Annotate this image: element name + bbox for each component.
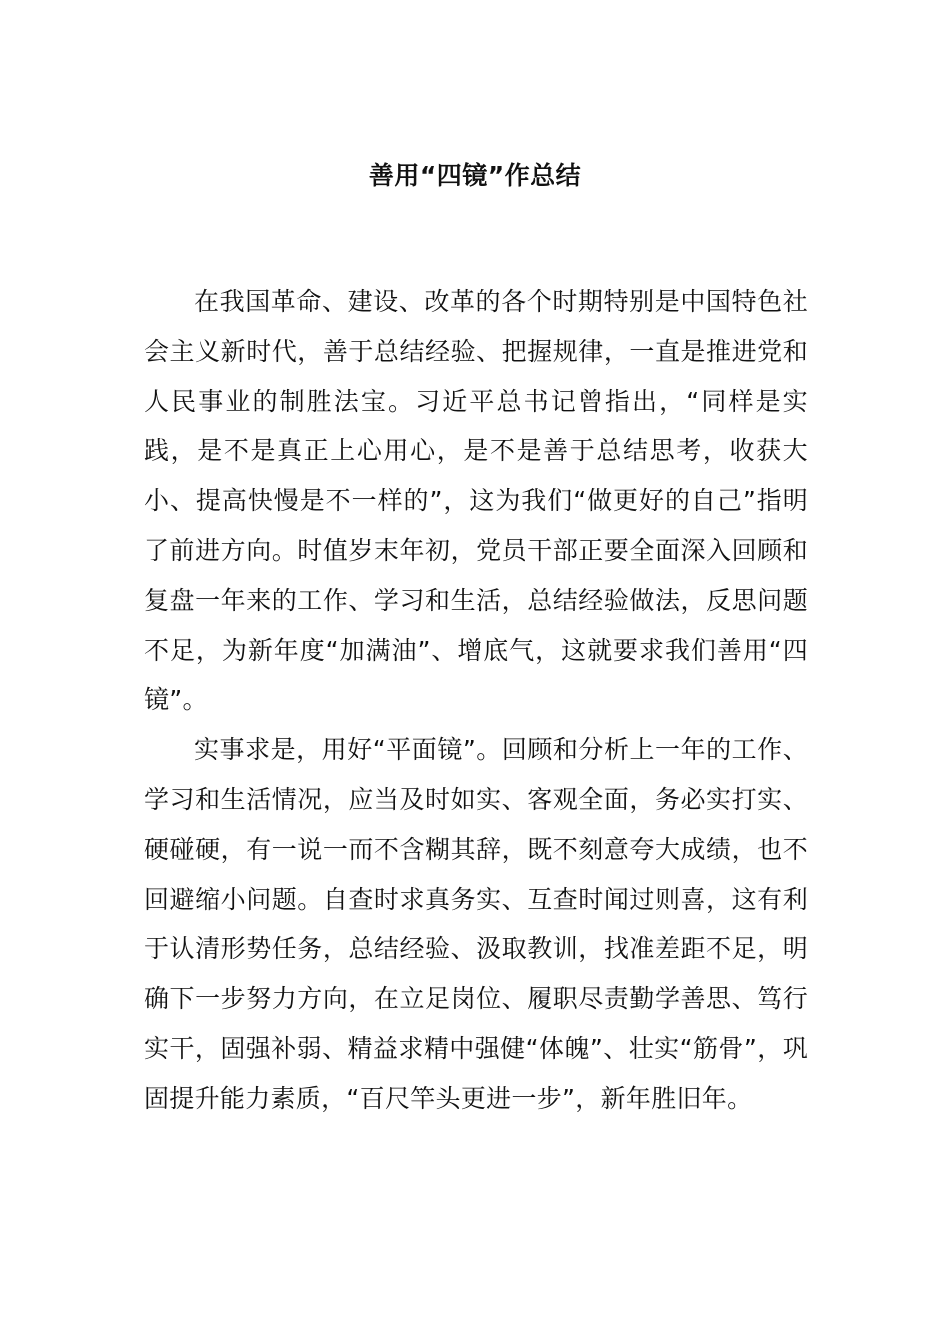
document-title: 善用“四镜”作总结 <box>368 161 582 190</box>
paragraph-intro: 在我国革命、建设、改革的各个时期特别是中国特色社会主义新时代，善于总结经验、把握规律，一直是推进党和人民事业的制胜法宝。习近平总书记曾指出，“同样是实践，是不是真正上心用心，是不是善于总结思考，收获大小、提高快慢是不一样的”，这为我们“做更好的自己”指明了前进方向。时值岁末年初，党员干部正要全面深入回顾和复盘一年来的工作、学习和生活，总结经验做法，反思问题不足，为新年度“加满油”、增底气，这就要求我们善用“四镜”。 <box>144 287 808 715</box>
document-body <box>144 277 808 1124</box>
paragraph-flat-mirror: 实事求是，用好“平面镜”。回顾和分析上一年的工作、学习和生活情况，应当及时如实、客观全面，务必实打实、硬碰硬，有一说一而不含糊其辞，既不刻意夸大成绩，也不回避缩小问题。自查时求真务实、互查时闻过则喜，这有利于认清形势任务，总结经验、汲取教训，找准差距不足，明确下一步努力方向，在立足岗位、履职尽责勤学善思、笃行实干，固强补弱、精益求精中强健“体魄”、壮实“筋骨”，巩固提升能力素质，“百尺竿头更进一步”，新年胜旧年。 <box>144 735 808 1113</box>
